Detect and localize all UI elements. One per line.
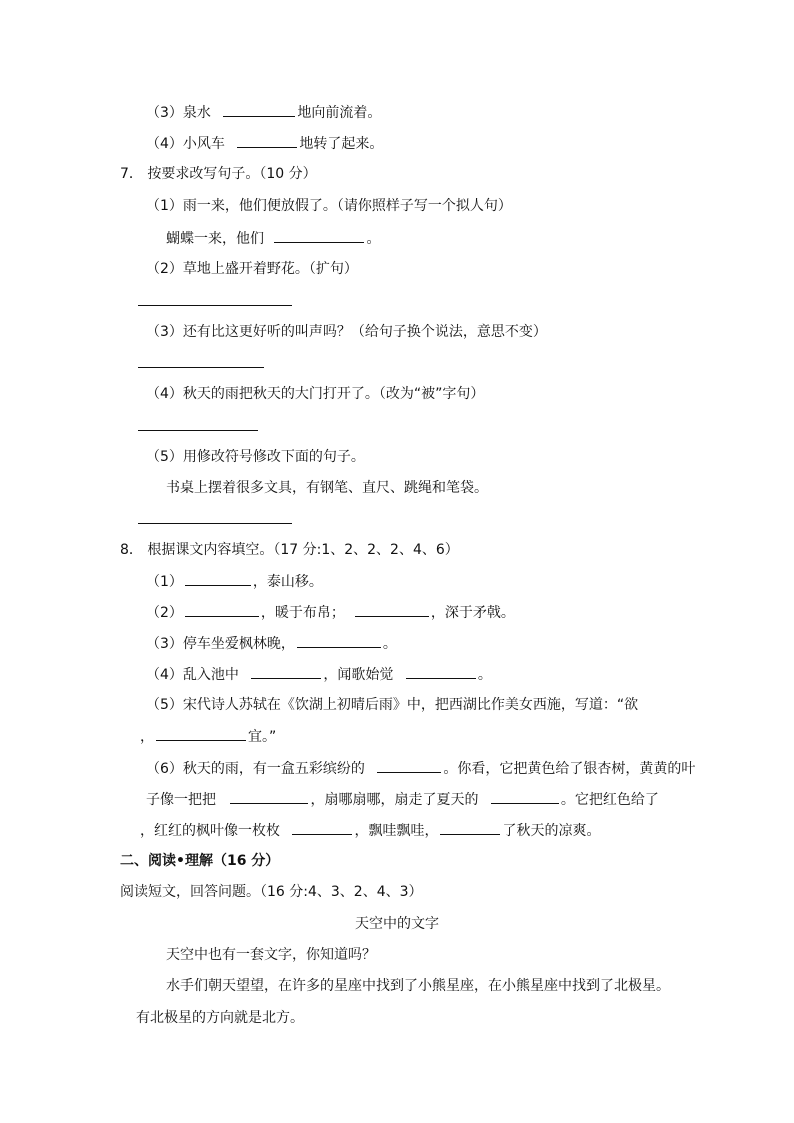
q8-item-4-end: 。 xyxy=(477,667,492,683)
q8-item-1 xyxy=(146,571,323,592)
q7-example-end: 。 xyxy=(366,231,381,247)
q8-item-2-num: （2） xyxy=(146,605,183,621)
q8-item-3 xyxy=(146,633,397,654)
q8-item-5-comma: ， xyxy=(140,729,154,745)
q8-title: 8． 根据课文内容填空。（17 分:1、2、2、2、4、6） xyxy=(120,542,459,558)
q8-item-6-line-2 xyxy=(146,789,659,810)
q6-item-4-text: （4）小风车 xyxy=(146,136,225,152)
q8-item-1-num: （1） xyxy=(146,574,183,590)
q8-item-5-line-2 xyxy=(140,726,276,747)
answer-blank[interactable] xyxy=(223,102,295,117)
answer-line[interactable] xyxy=(138,430,258,431)
q8-item-6-l2-end: 。它把红色给了 xyxy=(560,792,659,808)
section-2-heading: 二、阅读•理解（16 分） xyxy=(120,853,280,869)
q8-item-6-line-3 xyxy=(140,820,600,841)
q8-item-5-line-1: （5）宋代诗人苏轼在《饮湖上初晴后雨》中，把西湖比作美女西施，写道：“欲 xyxy=(146,697,639,713)
q8-item-6-l3-mid: ，飘哇飘哇， xyxy=(354,823,439,839)
q8-item-6-line-1 xyxy=(146,758,695,779)
answer-line[interactable] xyxy=(138,367,264,368)
answer-blank[interactable] xyxy=(251,664,321,679)
q8-item-2 xyxy=(146,602,515,623)
answer-blank[interactable] xyxy=(230,789,308,804)
answer-line[interactable] xyxy=(138,305,292,306)
q7-sentence-4: （4）秋天的雨把秋天的大门打开了。（改为“被”字句） xyxy=(146,386,485,402)
answer-line[interactable] xyxy=(138,523,292,524)
answer-blank[interactable] xyxy=(440,820,500,835)
answer-blank[interactable] xyxy=(185,571,251,586)
answer-blank[interactable] xyxy=(292,820,352,835)
q8-item-6-l3-start: ，红红的枫叶像一枚枚 xyxy=(140,823,280,839)
q8-item-6-l2-mid: ，扇哪扇哪，扇走了夏天的 xyxy=(310,792,479,808)
answer-blank[interactable] xyxy=(237,133,297,148)
passage-paragraph-1: 天空中也有一套文字，你知道吗？ xyxy=(166,947,376,963)
answer-blank[interactable] xyxy=(185,602,259,617)
q6-item-3-suffix: 地向前流着。 xyxy=(297,105,382,121)
q8-item-1-text: ，泰山移。 xyxy=(252,574,323,590)
q8-item-5-end: 宜。” xyxy=(248,729,277,745)
answer-blank[interactable] xyxy=(491,789,559,804)
q7-title: 7． 按要求改写句子。（10 分） xyxy=(120,166,317,182)
answer-blank[interactable] xyxy=(355,602,429,617)
q7-sentence-5: （5）用修改符号修改下面的句子。 xyxy=(146,449,365,465)
q7-example-text: 蝴蝶一来，他们 xyxy=(166,231,264,247)
q8-item-2-mid: ，暖于布帛； xyxy=(260,605,345,621)
q8-item-3-end: 。 xyxy=(382,636,397,652)
q7-sentence-3: （3）还有比这更好听的叫声吗？（给句子换个说法，意思不变） xyxy=(146,324,547,340)
q8-item-4 xyxy=(146,664,492,685)
q6-item-3-text: （3）泉水 xyxy=(146,105,211,121)
q7-sentence-5-text: 书桌上摆着很多文具，有钢笔、直尺、跳绳和笔袋。 xyxy=(166,480,488,496)
q7-sentence-1-example xyxy=(166,228,380,249)
answer-blank[interactable] xyxy=(274,228,364,243)
q8-item-4-mid: ，闻歌始觉 xyxy=(323,667,394,683)
q8-item-6-start: （6）秋天的雨，有一盒五彩缤纷的 xyxy=(146,761,365,777)
q8-item-6-l3-end: 了秋天的凉爽。 xyxy=(502,823,601,839)
q7-sentence-1: （1）雨一来，他们便放假了。（请你照样子写一个拟人句） xyxy=(146,198,512,214)
passage-paragraph-2-line-2: 有北极星的方向就是北方。 xyxy=(136,1010,304,1026)
passage-paragraph-2-line-1: 水手们朝天望望，在许多的星座中找到了小熊星座，在小熊星座中找到了北极星。 xyxy=(166,978,670,994)
q8-item-2-text: ，深于矛戟。 xyxy=(430,605,515,621)
section-2-instruction: 阅读短文，回答问题。（16 分:4、3、2、4、3） xyxy=(120,884,423,900)
answer-blank[interactable] xyxy=(297,633,381,648)
q8-item-6-l2-start: 子像一把把 xyxy=(146,792,216,808)
q7-sentence-2: （2）草地上盛开着野花。（扩句） xyxy=(146,261,358,277)
passage-title: 天空中的文字 xyxy=(355,916,439,932)
q6-item-4-suffix: 地转了起来。 xyxy=(299,136,384,152)
answer-blank[interactable] xyxy=(377,758,441,773)
q8-item-3-text: （3）停车坐爱枫林晚， xyxy=(146,636,295,652)
q6-item-4 xyxy=(146,133,383,154)
answer-blank[interactable] xyxy=(156,726,246,741)
q8-item-6-cont: 。你看，它把黄色给了银杏树，黄黄的叶 xyxy=(443,761,696,777)
answer-blank[interactable] xyxy=(406,664,476,679)
q8-item-4-text: （4）乱入池中 xyxy=(146,667,239,683)
q6-item-3 xyxy=(146,102,381,123)
